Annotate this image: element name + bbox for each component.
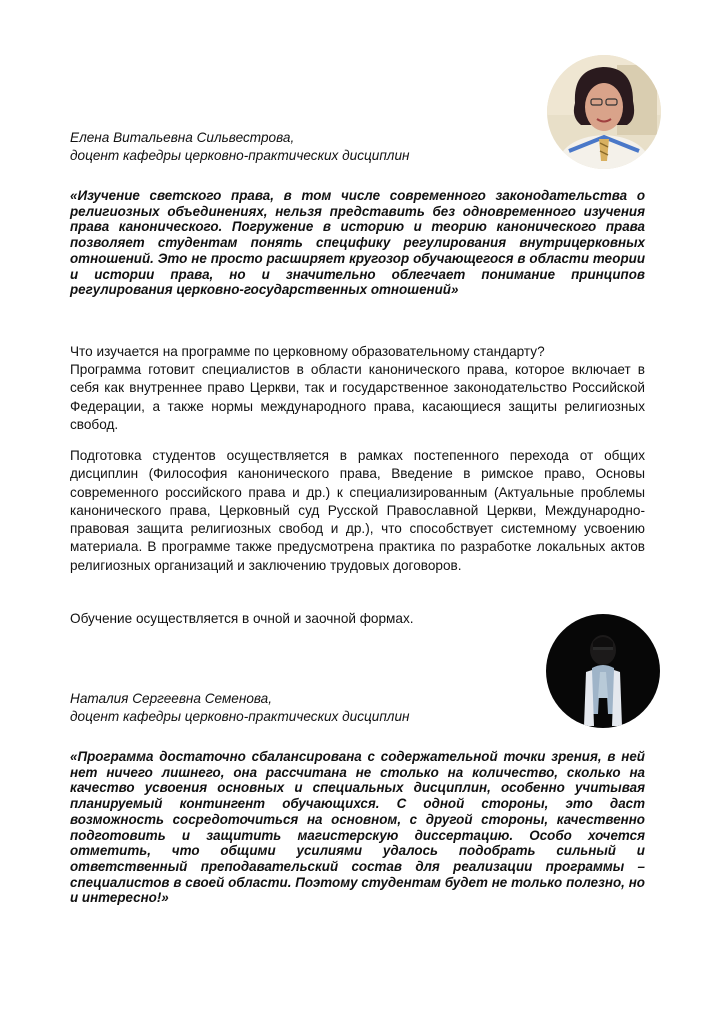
author-position: доцент кафедры церковно-практических дисциплин [70,709,410,724]
author-portrait-semenova [546,614,660,728]
program-paragraph: Программа готовит специалистов в области канонического права, которое включает в себя как внутреннее право Церкви, так и государственное законодательство Российской Федерации, а также нормы международного права, касающиеся защиты религиозных свобод. [70,362,645,432]
author-quote: «Программа достаточно сбалансирована с содержательной точки зрения, в ней нет ничего лишнего, она рассчитана не столько на количество, сколько на качество усвоения основных и специальных дисциплин, особенно учитывая планируемый контингент обучающихся. С одной стороны, это даст возможность сосредоточиться на основном, с другой стороны, качественно подготовить и защитить магистерскую диссертацию. Особо хочется отметить, что общими усилиями удалось подобрать сильный и ответственный преподавательский состав для реализации программы – специалистов в своей области. Поэтому студентам будет не только полезно, но и интересно!» [70,749,645,906]
author-portrait-silvestrova [547,55,661,169]
study-forms-paragraph: Обучение осуществляется в очной и заочной формах. [70,611,414,626]
author-block-silvestrova [70,129,410,165]
program-paragraph: Подготовка студентов осуществляется в рамках постепенного перехода от общих дисциплин (Философия канонического права, Введение в римское право, Основы современного российского права и др.) к специализированным (Актуальные проблемы канонического права, Церковный суд Русской Православной Церкви, Международно-правовая защита религиозных свобод и др.), что способствует системному усвоению материала. В программе также предусмотрена практика по разработке локальных актов религиозных организаций и заключению трудовых договоров. [70,448,645,573]
program-question: Что изучается на программе по церковному образовательному стандарту? [70,344,545,359]
author-block-semenova [70,690,410,726]
author-position: доцент кафедры церковно-практических дисциплин [70,148,410,163]
author-name: Наталия Сергеевна Семенова, [70,691,273,706]
author-name: Елена Витальевна Сильвестрова, [70,130,295,145]
author-quote: «Изучение светского права, в том числе современного законодательства о религиозных объединениях, нельзя представить без одновременного изучения права канонического. Погружение в историю и теорию канонического права позволяет студентам понять специфику регулирования внутрицерковных отношений. Это не просто расширяет кругозор обучающегося в области теории и истории права, но и значительно облегчает понимание принципов регулирования церковно-государственных отношений» [70,188,645,298]
